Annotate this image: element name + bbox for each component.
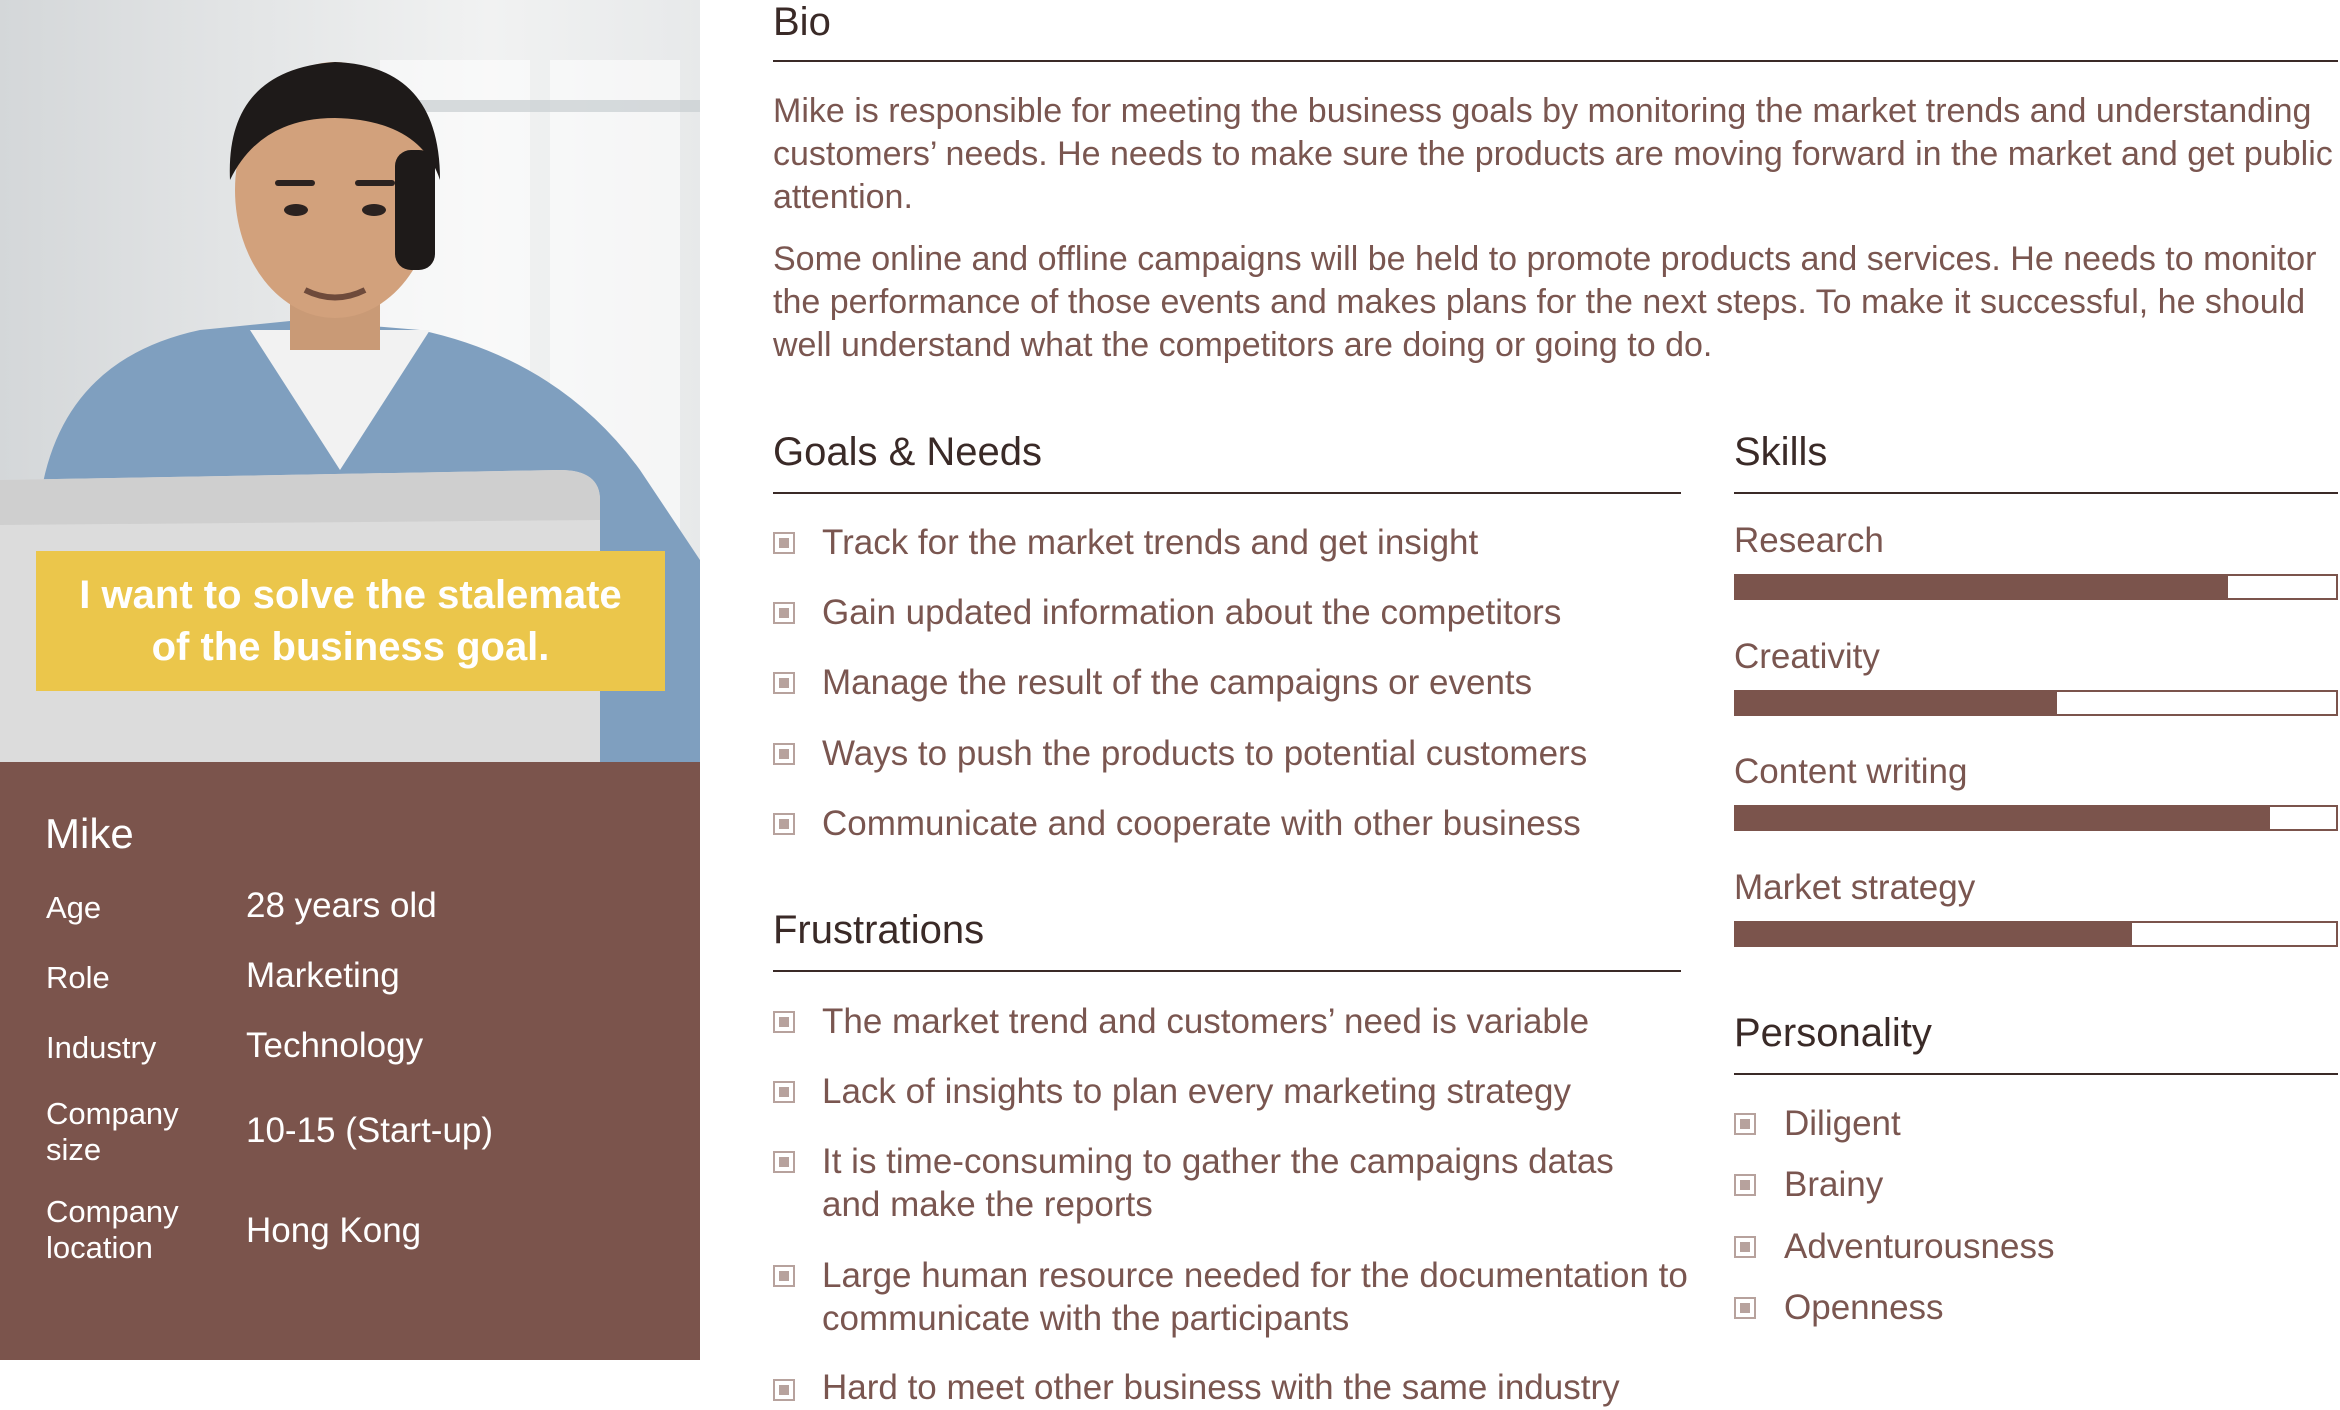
bullet-icon (773, 1379, 795, 1401)
skill-label: Creativity (1734, 637, 1880, 676)
detail-value-role: Marketing (246, 956, 400, 995)
persona-photo (0, 0, 700, 762)
bullet-icon (773, 532, 795, 554)
personality-item: Adventurousness (1784, 1227, 2055, 1266)
frustration-item: Large human resource needed for the documentation to communicate with the participants (822, 1256, 1688, 1338)
bio-heading: Bio (773, 0, 2338, 62)
bullet-icon (1734, 1174, 1756, 1196)
skill-bar-fill (1736, 807, 2270, 829)
detail-label-company-size: Company size (46, 1096, 179, 1167)
frustration-item: Hard to meet other business with the same industry (822, 1368, 1620, 1407)
bullet-icon (773, 1081, 795, 1103)
detail-label-age: Age (46, 890, 102, 925)
frustrations-heading: Frustrations (773, 908, 1681, 972)
personality-item: Openness (1784, 1288, 1944, 1327)
bio-paragraph: Mike is responsible for meeting the business goals by monitoring the market trends and understanding customers’ needs. He needs to make sure the products are moving forward in the market and get public attention. (773, 92, 2333, 216)
skill-bar (1734, 805, 2338, 831)
bullet-icon (773, 672, 795, 694)
bio-paragraph: Some online and offline campaigns will be held to promote products and services. He needs to monitor the performance of those events and makes plans for the next steps. To make it successful, he should well understand what the competitors are doing or going to do. (773, 240, 2317, 364)
frustration-item: It is time-consuming to gather the campaigns datas and make the reports (822, 1142, 1614, 1224)
goals-heading: Goals & Needs (773, 430, 1681, 494)
bullet-icon (1734, 1297, 1756, 1319)
bullet-icon (1734, 1236, 1756, 1258)
detail-value-company-location: Hong Kong (246, 1211, 422, 1250)
bullet-icon (773, 743, 795, 765)
skill-bar (1734, 690, 2338, 716)
bullet-icon (773, 813, 795, 835)
persona-profile-card (0, 762, 700, 1360)
skill-bar-fill (1736, 923, 2132, 945)
skills-heading: Skills (1734, 430, 2338, 494)
skill-bar-fill (1736, 692, 2057, 714)
personality-item: Diligent (1784, 1104, 1901, 1143)
skill-label: Content writing (1734, 752, 1968, 791)
goal-item: Track for the market trends and get insight (822, 523, 1479, 562)
detail-label-company-location: Company location (46, 1194, 179, 1265)
bullet-icon (773, 602, 795, 624)
skill-label: Market strategy (1734, 868, 1976, 907)
skill-bar-fill (1736, 576, 2228, 598)
detail-label-role: Role (46, 960, 110, 995)
bullet-icon (1734, 1113, 1756, 1135)
detail-value-age: 28 years old (246, 886, 437, 925)
goal-item: Gain updated information about the competitors (822, 593, 1562, 632)
personality-item: Brainy (1784, 1165, 1884, 1204)
goal-item: Communicate and cooperate with other business (822, 804, 1581, 843)
personality-heading: Personality (1734, 1011, 2338, 1075)
skill-bar (1734, 574, 2338, 600)
skill-bar (1734, 921, 2338, 947)
detail-value-company-size: 10-15 (Start-up) (246, 1111, 494, 1150)
detail-label-industry: Industry (46, 1030, 157, 1065)
bullet-icon (773, 1151, 795, 1173)
detail-value-industry: Technology (246, 1026, 424, 1065)
bullet-icon (773, 1265, 795, 1287)
goal-item: Manage the result of the campaigns or events (822, 663, 1533, 702)
skill-label: Research (1734, 521, 1884, 560)
persona-quote: I want to solve the stalemate of the business goal. (36, 551, 665, 691)
goal-item: Ways to push the products to potential customers (822, 734, 1588, 773)
frustration-item: The market trend and customers’ need is variable (822, 1002, 1590, 1041)
persona-name: Mike (45, 810, 134, 857)
bullet-icon (773, 1011, 795, 1033)
frustration-item: Lack of insights to plan every marketing strategy (822, 1072, 1571, 1111)
